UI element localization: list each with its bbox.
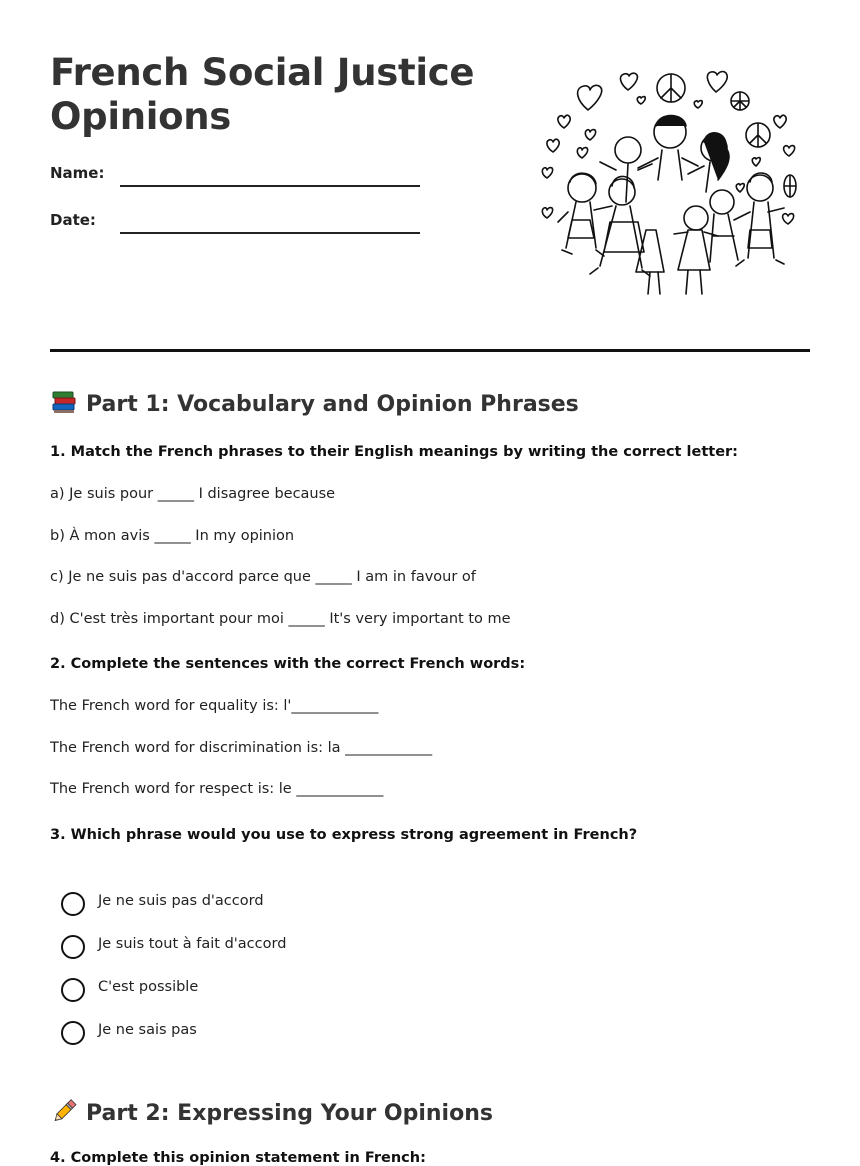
option-label: Je suis tout à fait d'accord bbox=[98, 936, 287, 952]
fill-item-discrimination: The French word for discrimination is: la ____________ bbox=[50, 740, 433, 756]
question-1-title: 1. Match the French phrases to their English meanings by writing the correct letter: bbox=[50, 444, 738, 460]
option-label: C'est possible bbox=[98, 979, 199, 995]
fill-item-equality: The French word for equality is: l'____________ bbox=[50, 698, 379, 714]
books-emoji-icon bbox=[50, 388, 80, 422]
match-item-b: b) À mon avis _____ In my opinion bbox=[50, 528, 295, 544]
radio-button[interactable] bbox=[61, 1021, 85, 1045]
fill-item-respect: The French word for respect is: le ____________ bbox=[50, 781, 384, 797]
match-item-d: d) C'est très important pour moi _____ It's very important to me bbox=[50, 611, 511, 627]
radio-button[interactable] bbox=[61, 978, 85, 1002]
pencil-emoji-icon bbox=[50, 1097, 80, 1131]
question-2-title: 2. Complete the sentences with the correct French words: bbox=[50, 656, 526, 672]
name-label: Name: bbox=[50, 164, 105, 182]
name-line[interactable] bbox=[120, 185, 420, 187]
children-circle-illustration bbox=[538, 62, 802, 302]
match-item-c: c) Je ne suis pas d'accord parce que _____ I am in favour of bbox=[50, 569, 476, 585]
radio-button[interactable] bbox=[61, 935, 85, 959]
part2-heading-text: Part 2: Expressing Your Opinions bbox=[86, 1101, 493, 1126]
option-1[interactable] bbox=[60, 891, 560, 917]
part1-heading-text: Part 1: Vocabulary and Opinion Phrases bbox=[86, 392, 579, 417]
match-item-a: a) Je suis pour _____ I disagree because bbox=[50, 486, 336, 502]
part1-heading bbox=[50, 388, 579, 422]
question-3-title: 3. Which phrase would you use to express strong agreement in French? bbox=[50, 827, 638, 843]
option-label: Je ne sais pas bbox=[98, 1022, 197, 1038]
option-3[interactable] bbox=[60, 977, 560, 1003]
option-2[interactable] bbox=[60, 934, 560, 960]
part2-heading bbox=[50, 1097, 493, 1131]
date-label: Date: bbox=[50, 211, 96, 229]
date-line[interactable] bbox=[120, 232, 420, 234]
option-label: Je ne suis pas d'accord bbox=[98, 893, 264, 909]
peace-sign-icons bbox=[657, 74, 796, 197]
header-divider bbox=[50, 349, 810, 352]
radio-button[interactable] bbox=[61, 892, 85, 916]
date-field bbox=[50, 211, 430, 235]
page-title: French Social Justice Opinions bbox=[50, 51, 475, 138]
question-4-title: 4. Complete this opinion statement in French: bbox=[50, 1150, 426, 1166]
name-field bbox=[50, 164, 430, 188]
option-4[interactable] bbox=[60, 1020, 560, 1046]
